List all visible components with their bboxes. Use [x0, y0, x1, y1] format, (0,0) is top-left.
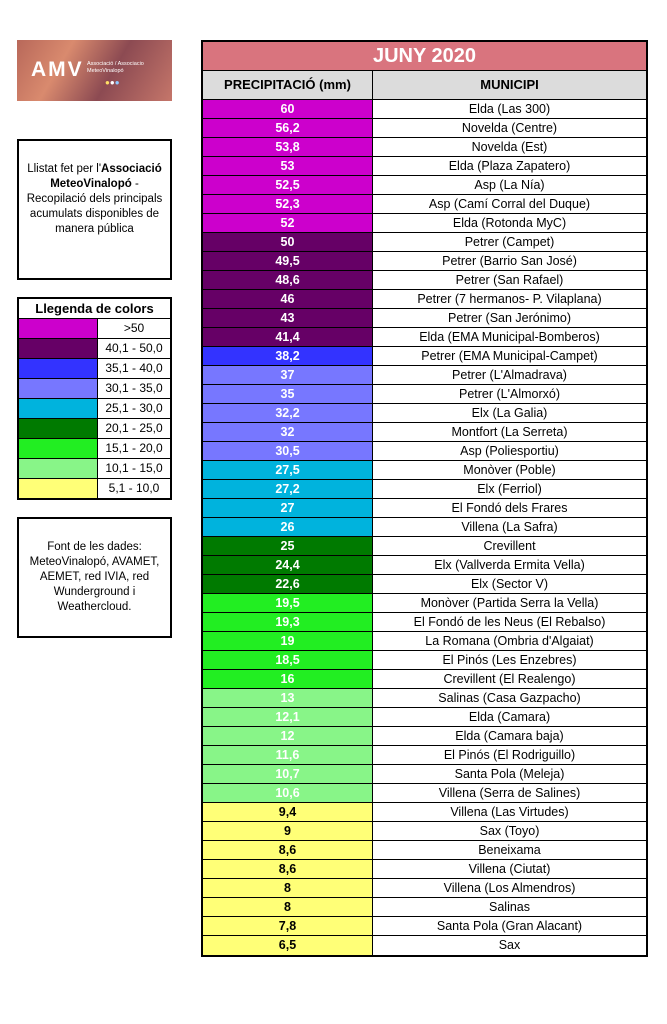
municipality-name: Asp (Poliesportiu) [373, 442, 646, 460]
legend-row [19, 339, 170, 359]
precipitation-value: 9,4 [203, 803, 373, 821]
table-row [203, 822, 646, 841]
municipality-name: Elda (Rotonda MyC) [373, 214, 646, 232]
municipality-name: Asp (Camí Corral del Duque) [373, 195, 646, 213]
legend-swatch [19, 459, 98, 478]
municipality-name: Elda (Plaza Zapatero) [373, 157, 646, 175]
legend-label: 10,1 - 15,0 [105, 461, 163, 475]
precipitation-value: 25 [203, 537, 373, 555]
table-row [203, 214, 646, 233]
municipality-name: Petrer (Barrio San José) [373, 252, 646, 270]
precipitation-value: 12,1 [203, 708, 373, 726]
table-row [203, 632, 646, 651]
table-header [203, 71, 646, 100]
municipality-name: Novelda (Est) [373, 138, 646, 156]
municipality-name: Sax (Toyo) [373, 822, 646, 840]
municipality-name: Petrer (Campet) [373, 233, 646, 251]
table-row [203, 518, 646, 537]
table-row [203, 803, 646, 822]
precipitation-value: 26 [203, 518, 373, 536]
municipality-name: Monòver (Partida Serra la Vella) [373, 594, 646, 612]
precipitation-value: 27 [203, 499, 373, 517]
info-text-pre: Llistat fet per l' [27, 163, 102, 175]
municipality-name: La Romana (Ombria d'Algaiat) [373, 632, 646, 650]
precipitation-value: 10,6 [203, 784, 373, 802]
table-row [203, 860, 646, 879]
precipitation-value: 12 [203, 727, 373, 745]
color-legend [17, 297, 172, 500]
municipality-name: Montfort (La Serreta) [373, 423, 646, 441]
precipitation-value: 53 [203, 157, 373, 175]
municipality-name: Villena (Serra de Salines) [373, 784, 646, 802]
legend-swatch [19, 479, 98, 498]
table-row [203, 347, 646, 366]
legend-title: Llegenda de colors [19, 299, 170, 319]
legend-swatch [19, 439, 98, 458]
municipality-name: Petrer (EMA Municipal-Campet) [373, 347, 646, 365]
precipitation-value: 19,5 [203, 594, 373, 612]
table-row [203, 689, 646, 708]
col-municipality-header: MUNICIPI [480, 77, 539, 92]
precipitation-value: 56,2 [203, 119, 373, 137]
municipality-name: Petrer (San Jerónimo) [373, 309, 646, 327]
table-row [203, 898, 646, 917]
precipitation-value: 48,6 [203, 271, 373, 289]
legend-row [19, 399, 170, 419]
municipality-name: Villena (La Safra) [373, 518, 646, 536]
legend-row [19, 319, 170, 339]
table-row [203, 480, 646, 499]
table-row [203, 461, 646, 480]
municipality-name: Elda (EMA Municipal-Bomberos) [373, 328, 646, 346]
legend-swatch [19, 379, 98, 398]
table-row [203, 499, 646, 518]
legend-swatch [19, 359, 98, 378]
legend-label: 15,1 - 20,0 [105, 441, 163, 455]
precipitation-value: 6,5 [203, 936, 373, 955]
table-row [203, 176, 646, 195]
precipitation-value: 10,7 [203, 765, 373, 783]
municipality-name: Villena (Las Virtudes) [373, 803, 646, 821]
table-row [203, 746, 646, 765]
municipality-name: Elda (Camara) [373, 708, 646, 726]
municipality-name: Petrer (L'Almorxó) [373, 385, 646, 403]
municipality-name: Elda (Camara baja) [373, 727, 646, 745]
precipitation-value: 43 [203, 309, 373, 327]
legend-row [19, 359, 170, 379]
table-row [203, 765, 646, 784]
table-row [203, 328, 646, 347]
table-row [203, 195, 646, 214]
municipality-name: Elx (Ferriol) [373, 480, 646, 498]
precipitation-value: 13 [203, 689, 373, 707]
logo-dots-icon: ●●● [105, 78, 120, 87]
table-row [203, 442, 646, 461]
table-row [203, 917, 646, 936]
municipality-name: Elx (Vallverda Ermita Vella) [373, 556, 646, 574]
precipitation-value: 8,6 [203, 860, 373, 878]
precipitation-value: 52,5 [203, 176, 373, 194]
legend-row [19, 379, 170, 399]
table-title: JUNY 2020 [203, 42, 646, 71]
precipitation-value: 16 [203, 670, 373, 688]
precipitation-value: 35 [203, 385, 373, 403]
table-row [203, 157, 646, 176]
municipality-name: Crevillent (El Realengo) [373, 670, 646, 688]
legend-row [19, 439, 170, 459]
precipitation-value: 32,2 [203, 404, 373, 422]
municipality-name: El Pinós (Les Enzebres) [373, 651, 646, 669]
precipitation-value: 41,4 [203, 328, 373, 346]
municipality-name: Novelda (Centre) [373, 119, 646, 137]
legend-label: >50 [123, 321, 145, 335]
precipitation-value: 8,6 [203, 841, 373, 859]
info-text-bold: Associació MeteoVinalopó [50, 163, 162, 190]
municipality-name: Petrer (L'Almadrava) [373, 366, 646, 384]
amv-logo [17, 40, 172, 101]
precipitation-value: 18,5 [203, 651, 373, 669]
table-row [203, 613, 646, 632]
legend-swatch [19, 319, 98, 338]
table-row [203, 271, 646, 290]
precipitation-value: 8 [203, 898, 373, 916]
municipality-name: Santa Pola (Gran Alacant) [373, 917, 646, 935]
table-row [203, 366, 646, 385]
municipality-name: Petrer (San Rafael) [373, 271, 646, 289]
municipality-name: Villena (Ciutat) [373, 860, 646, 878]
table-row [203, 651, 646, 670]
municipality-name: Monòver (Poble) [373, 461, 646, 479]
precipitation-value: 52 [203, 214, 373, 232]
table-row [203, 670, 646, 689]
table-row [203, 423, 646, 442]
table-row [203, 575, 646, 594]
precipitation-value: 9 [203, 822, 373, 840]
legend-swatch [19, 339, 98, 358]
precipitation-value: 11,6 [203, 746, 373, 764]
logo-text: AMV [31, 58, 84, 81]
table-row [203, 138, 646, 157]
info-text-post: - Recopilació dels principals acumulats disponibles de manera pública [26, 178, 163, 235]
table-row [203, 556, 646, 575]
municipality-name: Elx (Sector V) [373, 575, 646, 593]
municipality-name: Salinas (Casa Gazpacho) [373, 689, 646, 707]
precipitation-value: 30,5 [203, 442, 373, 460]
municipality-name: Villena (Los Almendros) [373, 879, 646, 897]
precipitation-value: 7,8 [203, 917, 373, 935]
municipality-name: Asp (La Nía) [373, 176, 646, 194]
legend-label: 30,1 - 35,0 [105, 381, 163, 395]
precipitation-value: 50 [203, 233, 373, 251]
table-row [203, 385, 646, 404]
municipality-name: Sax [373, 936, 646, 955]
legend-label: 40,1 - 50,0 [105, 341, 163, 355]
municipality-name: Beneixama [373, 841, 646, 859]
precipitation-value: 32 [203, 423, 373, 441]
precipitation-table [201, 40, 648, 957]
table-row [203, 784, 646, 803]
municipality-name: El Fondó de les Neus (El Rebalso) [373, 613, 646, 631]
municipality-name: Petrer (7 hermanos- P. Vilaplana) [373, 290, 646, 308]
legend-label: 5,1 - 10,0 [108, 481, 160, 495]
legend-label: 35,1 - 40,0 [105, 361, 163, 375]
table-row [203, 879, 646, 898]
precipitation-value: 52,3 [203, 195, 373, 213]
precipitation-value: 24,4 [203, 556, 373, 574]
legend-row [19, 419, 170, 439]
legend-label: 20,1 - 25,0 [105, 421, 163, 435]
table-row [203, 841, 646, 860]
municipality-name: Elda (Las 300) [373, 100, 646, 118]
municipality-name: Santa Pola (Meleja) [373, 765, 646, 783]
municipality-name: Elx (La Galia) [373, 404, 646, 422]
col-precipitation-header: PRECIPITACIÓ (mm) [203, 71, 373, 99]
table-row [203, 727, 646, 746]
table-row [203, 290, 646, 309]
precipitation-value: 22,6 [203, 575, 373, 593]
logo-subtext: Associació / Associacio MeteoVinalopó [87, 61, 144, 74]
table-row [203, 404, 646, 423]
precipitation-value: 49,5 [203, 252, 373, 270]
precipitation-value: 60 [203, 100, 373, 118]
table-row [203, 537, 646, 556]
legend-row [19, 479, 170, 498]
precipitation-value: 37 [203, 366, 373, 384]
info-box [17, 139, 172, 280]
legend-label: 25,1 - 30,0 [105, 401, 163, 415]
precipitation-value: 19 [203, 632, 373, 650]
source-text: Font de les dades: MeteoVinalopó, AVAMET, AEMET, red IVIA, red Wunderground i Weathercloud. [29, 541, 160, 613]
table-row [203, 594, 646, 613]
source-box [17, 517, 172, 638]
precipitation-value: 46 [203, 290, 373, 308]
table-row [203, 119, 646, 138]
precipitation-value: 19,3 [203, 613, 373, 631]
precipitation-value: 27,2 [203, 480, 373, 498]
table-row [203, 708, 646, 727]
municipality-name: El Pinós (El Rodriguillo) [373, 746, 646, 764]
table-row [203, 252, 646, 271]
municipality-name: El Fondó dels Frares [373, 499, 646, 517]
table-row [203, 100, 646, 119]
precipitation-value: 53,8 [203, 138, 373, 156]
municipality-name: Crevillent [373, 537, 646, 555]
precipitation-value: 27,5 [203, 461, 373, 479]
municipality-name: Salinas [373, 898, 646, 916]
precipitation-value: 8 [203, 879, 373, 897]
table-row [203, 936, 646, 955]
legend-swatch [19, 419, 98, 438]
table-row [203, 233, 646, 252]
legend-swatch [19, 399, 98, 418]
legend-row [19, 459, 170, 479]
precipitation-value: 38,2 [203, 347, 373, 365]
table-row [203, 309, 646, 328]
